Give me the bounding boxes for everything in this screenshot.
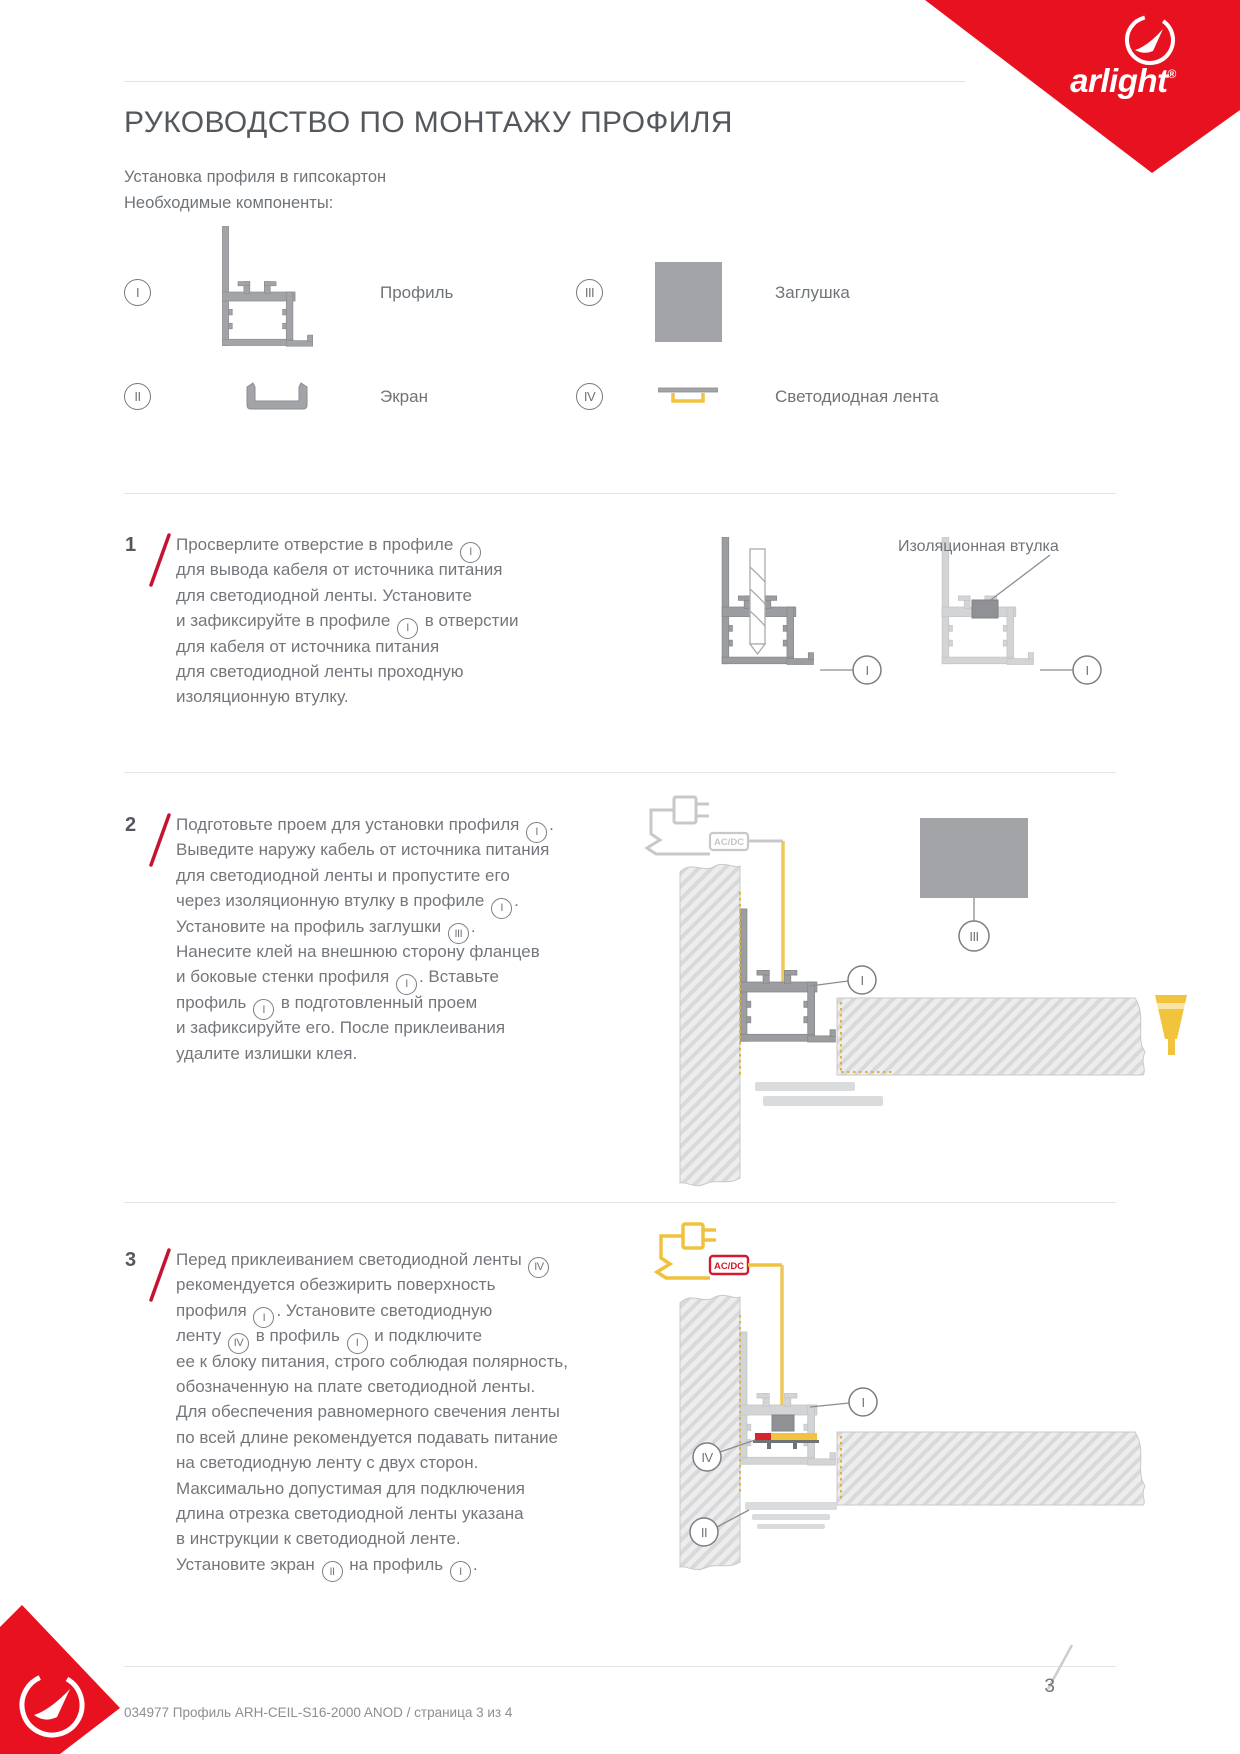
- step-slash-icon: [141, 531, 175, 589]
- step-text-line: Подготовьте проем для установки профиля I .: [176, 815, 554, 840]
- svg-text:I: I: [1085, 663, 1089, 678]
- step-text-line: для светодиодной ленты и пропустите его: [176, 865, 510, 885]
- step-text-line: Для обеспечения равномерного свечения ленты: [176, 1402, 560, 1422]
- step-text-line: удалите излишки клея.: [176, 1043, 358, 1063]
- step-text-line: для светодиодной ленты проходную: [176, 661, 464, 681]
- callout-screen: [690, 1518, 718, 1546]
- step-text-line: длина отрезка светодиодной ленты указана: [176, 1503, 524, 1523]
- divider-step2: [124, 772, 1116, 773]
- step-text-line: через изоляционную втулку в профиле I .: [176, 891, 554, 916]
- inline-numeral-badge: I: [460, 542, 481, 563]
- step-text-line: профиля I . Установите светодиодную: [176, 1301, 568, 1326]
- step-text-line: ее к блоку питания, строго соблюдая полярность,: [176, 1351, 568, 1371]
- drill-bit-icon: [750, 549, 765, 654]
- step-text-line: Выведите наружу кабель от источника питания: [176, 840, 550, 860]
- acdc-label: AC/DC: [713, 837, 745, 848]
- profile-drawing: [740, 909, 835, 1042]
- power-plug-icon: [674, 797, 709, 823]
- step-text-line: ленту IV в профиль I и подключите: [176, 1326, 568, 1351]
- step-text-line: изоляционную втулку.: [176, 687, 349, 707]
- step-slash-icon: [141, 1246, 175, 1304]
- step-slash-icon: [141, 811, 175, 869]
- step-number: 1: [125, 534, 137, 556]
- component-numeral-profile: I: [124, 279, 151, 306]
- insulation-bushing-label: Изоляционная втулка: [898, 538, 1059, 555]
- footer-brand-icon: [0, 1605, 135, 1754]
- svg-text:I: I: [861, 1395, 865, 1410]
- subtitle-line-1: Установка профиля в гипсокартон: [124, 168, 387, 186]
- insulation-bushing: [972, 600, 998, 618]
- svg-text:III: III: [969, 929, 979, 944]
- step-text-line: Установите экран II на профиль I .: [176, 1555, 568, 1580]
- top-rule: [124, 81, 965, 82]
- callout-profile-left: [853, 656, 881, 684]
- step-text-line: обозначенную на плате светодиодной ленты.: [176, 1376, 536, 1396]
- footer-doc-line: 034977 Профиль ARH-CEIL-S16-2000 ANOD / страница 3 из 4: [124, 1705, 513, 1720]
- component-numeral-cap: III: [576, 279, 603, 306]
- inline-numeral-badge: IV: [528, 1257, 549, 1278]
- step-number: 2: [125, 814, 137, 836]
- step-text-line: и зафиксируйте в профиле I в отверстии: [176, 611, 518, 636]
- wall-hatch: [680, 864, 740, 1185]
- inline-numeral-badge: I: [526, 822, 547, 843]
- step-text-line: Максимально допустимая для подключения: [176, 1478, 525, 1498]
- step3-diagram: [595, 1210, 1240, 1600]
- profile-bottom-edge: [755, 1082, 855, 1091]
- led-strip-icon: [658, 386, 718, 408]
- step-text-line: по всей длине рекомендуется подавать питание: [176, 1427, 559, 1447]
- component-label-cap: Заглушка: [775, 283, 850, 302]
- divider-step3: [124, 1202, 1116, 1203]
- insulation-bushing: [772, 1415, 794, 1431]
- component-label-led: Светодиодная лента: [775, 387, 939, 406]
- inline-numeral-badge: I: [450, 1561, 471, 1582]
- ceiling-hatch: [837, 1432, 1145, 1505]
- component-label-screen: Экран: [380, 387, 428, 406]
- step-text-line: в инструкции к светодиодной ленте.: [176, 1529, 461, 1549]
- brand-wordmark: [1028, 62, 1218, 100]
- profile-bottom-flange: [763, 1096, 883, 1106]
- component-numeral-screen: II: [124, 383, 151, 410]
- power-plug-icon: [683, 1224, 716, 1248]
- inline-numeral-badge: I: [347, 1333, 368, 1354]
- step-text: [176, 1250, 568, 1580]
- step-text-line: для кабеля от источника питания: [176, 636, 440, 656]
- step-number: 3: [125, 1249, 137, 1271]
- step-text-line: профиль I в подготовленный проем: [176, 993, 554, 1018]
- profile-drawing: [722, 537, 813, 664]
- inline-numeral-badge: I: [396, 974, 417, 995]
- diffuser-screen-icon: [245, 381, 309, 411]
- svg-text:II: II: [700, 1525, 708, 1540]
- svg-text:I: I: [865, 663, 869, 678]
- callout-cap: [959, 921, 989, 951]
- step-text-line: Просверлите отверстие в профиле I: [176, 535, 518, 560]
- svg-text:I: I: [860, 973, 864, 988]
- step-text-line: Перед приклеиванием светодиодной ленты IV: [176, 1250, 568, 1275]
- step-text-line: и зафиксируйте его. После приклеивания: [176, 1018, 506, 1038]
- step-text-line: для вывода кабеля от источника питания: [176, 560, 503, 580]
- step-text: [176, 815, 554, 1069]
- component-label-profile: Профиль: [380, 283, 454, 302]
- step-text-line: Установите на профиль заглушки III .: [176, 917, 554, 942]
- subtitle-line-2: Необходимые компоненты:: [124, 194, 334, 212]
- brand-wordmark-text: arlight: [1070, 62, 1168, 99]
- step-text-line: на светодиодную ленту с двух сторон.: [176, 1453, 479, 1473]
- step-text-line: Нанесите клей на внешнюю сторону фланцев: [176, 941, 540, 961]
- page-title: РУКОВОДСТВО ПО МОНТАЖУ ПРОФИЛЯ: [124, 106, 733, 139]
- step-text-line: для светодиодной ленты. Установите: [176, 585, 472, 605]
- ceiling-hatch: [837, 998, 1145, 1075]
- end-cap-drawing: [920, 818, 1028, 898]
- inline-numeral-badge: IV: [228, 1333, 249, 1354]
- inline-numeral-badge: I: [253, 999, 274, 1020]
- profile-drawing: [740, 1332, 835, 1465]
- step-text-line: и боковые стенки профиля I . Вставьте: [176, 967, 554, 992]
- inline-numeral-badge: I: [491, 898, 512, 919]
- divider-footer: [124, 1666, 1116, 1667]
- registered-mark: ®: [1167, 67, 1176, 81]
- step-text-line: рекомендуется обезжирить поверхность: [176, 1275, 496, 1295]
- callout-led: [693, 1443, 721, 1471]
- svg-text:IV: IV: [701, 1450, 713, 1465]
- profile-cross-section-icon: [222, 226, 317, 358]
- inline-numeral-badge: II: [322, 1561, 343, 1582]
- step2-diagram: [595, 790, 1240, 1190]
- callout-profile: [849, 1388, 877, 1416]
- step1-diagram: [620, 455, 1120, 690]
- inline-numeral-badge: I: [253, 1307, 274, 1328]
- inline-numeral-badge: III: [448, 923, 469, 944]
- step-text: [176, 535, 518, 713]
- component-numeral-led: IV: [576, 383, 603, 410]
- acdc-label: AC/DC: [713, 1261, 745, 1272]
- end-cap-icon: [655, 262, 722, 342]
- glue-tube-icon: [1155, 995, 1187, 1055]
- inline-numeral-badge: I: [397, 618, 418, 639]
- callout-profile-right: [1073, 656, 1101, 684]
- page-number: 3: [1044, 1676, 1055, 1697]
- screen-drawing: [745, 1502, 837, 1529]
- callout-profile: [848, 966, 876, 994]
